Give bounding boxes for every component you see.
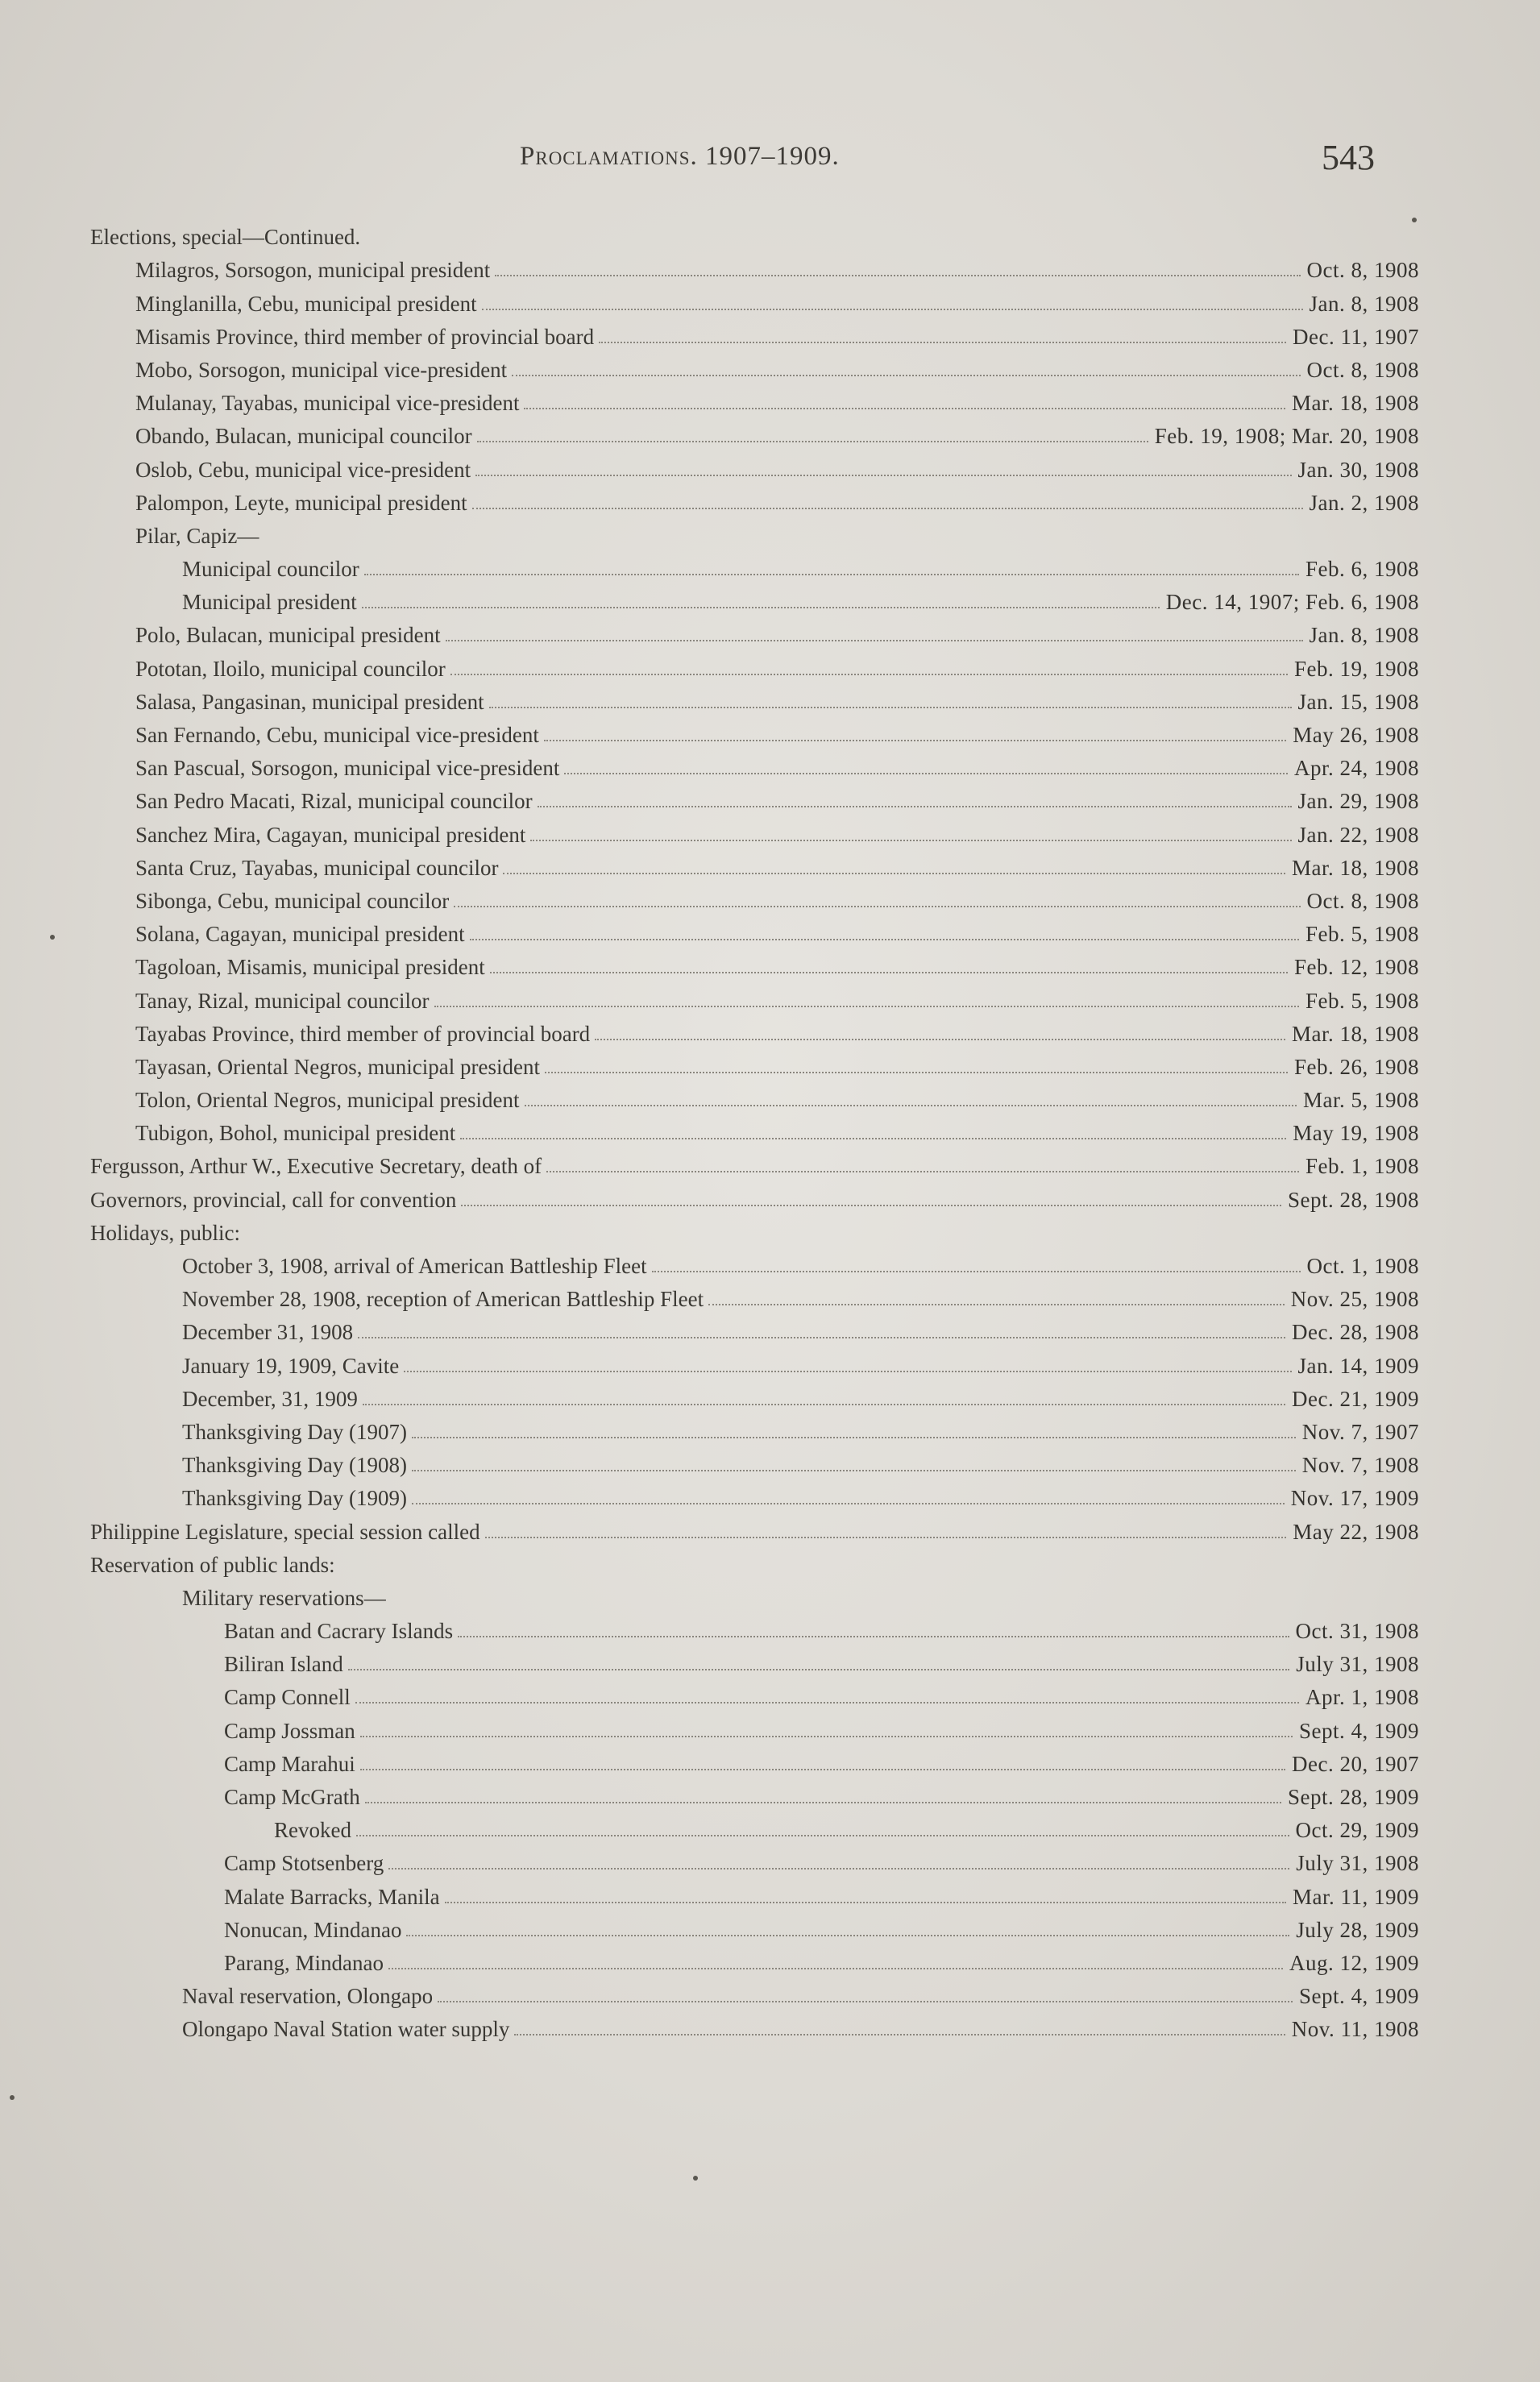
index-entry xyxy=(0,813,1540,846)
entry-label: November 28, 1908, reception of American Battleship Fleet xyxy=(182,1287,704,1312)
entry-date: Sept. 4, 1909 xyxy=(1298,1984,1419,2009)
index-entry xyxy=(0,1975,1540,2008)
leader-dots xyxy=(544,739,1286,741)
entry-label: October 3, 1908, arrival of American Battleship Fleet xyxy=(182,1254,647,1278)
entry-date: Oct. 8, 1908 xyxy=(1306,357,1419,382)
entry-label: Polo, Bulacan, municipal president xyxy=(135,623,441,648)
page-header xyxy=(0,137,1540,185)
leader-dots xyxy=(412,1469,1296,1471)
leader-dots xyxy=(360,1768,1285,1770)
index-entry xyxy=(0,614,1540,647)
entry-date: Oct. 8, 1908 xyxy=(1306,258,1419,283)
running-head: Proclamations. 1907–1909. xyxy=(520,142,840,171)
entry-date: Mar. 18, 1908 xyxy=(1292,391,1419,416)
entry-label: Oslob, Cebu, municipal vice-president xyxy=(135,457,471,482)
index-entry xyxy=(0,1709,1540,1742)
entry-date: Nov. 7, 1908 xyxy=(1301,1453,1419,1478)
scan-speck xyxy=(693,2176,698,2181)
entry-label: Governors, provincial, call for convention xyxy=(90,1187,457,1212)
entry-label: Parang, Mindanao xyxy=(224,1950,384,1975)
entry-label: Camp Marahui xyxy=(224,1751,355,1776)
entry-label: Misamis Province, third member of provincial board xyxy=(135,324,595,349)
leader-dots xyxy=(348,1668,1290,1670)
entry-label: Malate Barracks, Manila xyxy=(224,1884,440,1909)
index-subheading xyxy=(0,1577,1540,1610)
index-entry xyxy=(0,415,1540,448)
leader-dots xyxy=(360,1735,1293,1737)
index-entry xyxy=(0,1444,1540,1477)
entry-date: Nov. 17, 1909 xyxy=(1290,1486,1419,1511)
entry-label: Sanchez Mira, Cagayan, municipal president xyxy=(135,822,526,847)
entry-label: Solana, Cagayan, municipal president xyxy=(135,922,465,947)
entry-label: Municipal councilor xyxy=(182,557,359,582)
entry-date: Oct. 1, 1908 xyxy=(1306,1254,1419,1278)
leader-dots xyxy=(514,2033,1285,2035)
index-entry xyxy=(0,1743,1540,1776)
leader-dots xyxy=(489,706,1292,708)
entry-label: San Pascual, Sorsogon, municipal vice-president xyxy=(135,756,560,781)
entry-date: Dec. 28, 1908 xyxy=(1292,1320,1419,1345)
leader-dots xyxy=(362,606,1160,608)
leader-dots xyxy=(477,440,1148,442)
index-entry xyxy=(0,880,1540,913)
entry-date: Jan. 15, 1908 xyxy=(1297,689,1419,714)
index-entry xyxy=(0,714,1540,747)
index-entry xyxy=(0,2008,1540,2041)
leader-dots xyxy=(525,1104,1297,1106)
index-heading xyxy=(0,216,1540,249)
leader-dots xyxy=(434,1005,1300,1007)
index-entry xyxy=(0,316,1540,349)
entry-date: Jan. 30, 1908 xyxy=(1297,457,1419,482)
entry-date: Feb. 19, 1908; Mar. 20, 1908 xyxy=(1154,424,1419,449)
entry-date: Feb. 6, 1908 xyxy=(1305,557,1419,582)
leader-dots xyxy=(404,1370,1291,1372)
entry-label: Milagros, Sorsogon, municipal president xyxy=(135,258,491,283)
index-entry xyxy=(0,1676,1540,1709)
entry-label: Thanksgiving Day (1907) xyxy=(182,1419,407,1444)
leader-dots xyxy=(438,2000,1293,2002)
entry-label: Tubigon, Bohol, municipal president xyxy=(135,1121,456,1146)
leader-dots xyxy=(454,905,1300,907)
scan-speck xyxy=(1412,218,1417,222)
entry-date: Dec. 11, 1907 xyxy=(1293,324,1419,349)
index-entry xyxy=(0,581,1540,614)
entry-label: Pilar, Capiz— xyxy=(135,523,259,548)
index-entry xyxy=(0,1178,1540,1211)
entry-date: July 31, 1908 xyxy=(1296,1652,1419,1677)
entry-label: Camp Stotsenberg xyxy=(224,1851,384,1876)
entry-date: Oct. 31, 1908 xyxy=(1295,1619,1419,1644)
scan-speck xyxy=(50,935,55,940)
index-entry xyxy=(0,1776,1540,1809)
entry-date: Apr. 1, 1908 xyxy=(1305,1685,1419,1710)
entry-label: Municipal president xyxy=(182,590,357,615)
leader-dots xyxy=(503,872,1285,874)
entry-label: Fergusson, Arthur W., Executive Secretary, death of xyxy=(90,1154,542,1179)
leader-dots xyxy=(470,938,1299,940)
entry-date: Jan. 29, 1908 xyxy=(1297,789,1419,814)
leader-dots xyxy=(512,374,1300,376)
entry-date: Feb. 26, 1908 xyxy=(1294,1054,1419,1079)
leader-dots xyxy=(406,1934,1289,1936)
entry-label: Mobo, Sorsogon, municipal vice-president xyxy=(135,357,508,382)
index-heading xyxy=(0,1212,1540,1245)
entry-date: Jan. 2, 1908 xyxy=(1309,490,1419,515)
index-entry xyxy=(0,1079,1540,1112)
leader-dots xyxy=(652,1270,1301,1272)
entry-label: Philippine Legislature, special session called xyxy=(90,1519,480,1544)
entry-label: December 31, 1908 xyxy=(182,1320,354,1345)
index-entry xyxy=(0,1477,1540,1510)
leader-dots xyxy=(599,341,1286,343)
entry-label: Camp McGrath xyxy=(224,1785,360,1809)
leader-dots xyxy=(388,1867,1289,1869)
entry-label: Reservation of public lands: xyxy=(90,1552,335,1577)
index-entry xyxy=(0,780,1540,813)
index-entry xyxy=(0,1013,1540,1046)
index-entry xyxy=(0,1942,1540,1975)
index-entry xyxy=(0,913,1540,946)
entry-label: Military reservations— xyxy=(182,1585,386,1610)
index-entry xyxy=(0,747,1540,780)
entry-date: Dec. 21, 1909 xyxy=(1292,1386,1419,1411)
entry-date: Aug. 12, 1909 xyxy=(1289,1950,1419,1975)
entry-label: San Fernando, Cebu, municipal vice-president xyxy=(135,723,539,747)
entry-label: Elections, special—Continued. xyxy=(90,225,361,250)
entry-label: Olongapo Naval Station water supply xyxy=(182,2017,510,2042)
entry-label: Salasa, Pangasinan, municipal president xyxy=(135,689,484,714)
entry-date: Nov. 7, 1907 xyxy=(1301,1419,1419,1444)
index-entry xyxy=(0,1643,1540,1676)
entry-date: Feb. 5, 1908 xyxy=(1305,922,1419,947)
leader-dots xyxy=(564,772,1288,774)
leader-dots xyxy=(365,1801,1281,1803)
entry-label: Camp Jossman xyxy=(224,1718,355,1743)
leader-dots xyxy=(355,1701,1299,1704)
index-entry xyxy=(0,1278,1540,1311)
entry-date: Jan. 8, 1908 xyxy=(1309,623,1419,648)
index-entry xyxy=(0,979,1540,1012)
entry-label: Tayabas Province, third member of provincial board xyxy=(135,1021,591,1046)
entry-label: Thanksgiving Day (1909) xyxy=(182,1486,407,1511)
entry-date: Apr. 24, 1908 xyxy=(1294,756,1419,781)
entry-label: Nonucan, Mindanao xyxy=(224,1917,402,1942)
leader-dots xyxy=(472,507,1303,509)
index-subheading xyxy=(0,515,1540,548)
entry-label: Batan and Cacrary Islands xyxy=(224,1619,454,1644)
entry-date: May 22, 1908 xyxy=(1293,1519,1419,1544)
entry-label: January 19, 1909, Cavite xyxy=(182,1353,400,1378)
index-entry xyxy=(0,349,1540,382)
entry-label: Thanksgiving Day (1908) xyxy=(182,1453,407,1478)
entry-label: Tanay, Rizal, municipal councilor xyxy=(135,988,430,1013)
entry-date: Feb. 12, 1908 xyxy=(1294,955,1419,980)
entry-date: May 19, 1908 xyxy=(1293,1121,1419,1146)
leader-dots xyxy=(446,639,1303,641)
entry-date: Mar. 18, 1908 xyxy=(1292,1021,1419,1046)
entry-date: July 28, 1909 xyxy=(1296,1917,1419,1942)
index-entry xyxy=(0,946,1540,979)
entry-label: Palompon, Leyte, municipal president xyxy=(135,490,467,515)
leader-dots xyxy=(490,971,1288,973)
entry-date: Feb. 5, 1908 xyxy=(1305,988,1419,1013)
scan-speck xyxy=(10,2095,15,2100)
index-entry xyxy=(0,1875,1540,1908)
index-entry xyxy=(0,1046,1540,1079)
entry-date: Nov. 11, 1908 xyxy=(1291,2017,1419,2042)
entry-date: Feb. 19, 1908 xyxy=(1294,656,1419,681)
entry-date: Nov. 25, 1908 xyxy=(1290,1287,1419,1312)
leader-dots xyxy=(363,1403,1285,1405)
entry-date: Mar. 5, 1908 xyxy=(1303,1088,1419,1113)
entry-date: Dec. 14, 1907; Feb. 6, 1908 xyxy=(1165,590,1419,615)
index-entry xyxy=(0,1510,1540,1543)
entry-date: Dec. 20, 1907 xyxy=(1292,1751,1419,1776)
entry-label: Sibonga, Cebu, municipal councilor xyxy=(135,888,450,913)
index-entry xyxy=(0,647,1540,680)
leader-dots xyxy=(358,1336,1285,1338)
leader-dots xyxy=(356,1834,1289,1836)
index-entry xyxy=(0,1145,1540,1178)
leader-dots xyxy=(388,1967,1283,1969)
entry-label: Holidays, public: xyxy=(90,1220,240,1245)
index-entry xyxy=(0,548,1540,581)
entry-date: Sept. 28, 1909 xyxy=(1287,1785,1419,1809)
index-entry xyxy=(0,1610,1540,1643)
leader-dots xyxy=(460,1137,1286,1139)
entry-label: Tagoloan, Misamis, municipal president xyxy=(135,955,485,980)
leader-dots xyxy=(450,673,1288,675)
entry-label: Tolon, Oriental Negros, municipal president xyxy=(135,1088,520,1113)
leader-dots xyxy=(538,805,1292,807)
index-entry xyxy=(0,282,1540,315)
leader-dots xyxy=(482,308,1303,310)
entry-date: Jan. 14, 1909 xyxy=(1297,1353,1419,1378)
leader-dots xyxy=(595,1038,1285,1040)
entry-date: Sept. 28, 1908 xyxy=(1287,1187,1419,1212)
index-entry xyxy=(0,1344,1540,1377)
leader-dots xyxy=(546,1170,1299,1172)
index-entry xyxy=(0,1311,1540,1344)
index-entry xyxy=(0,1809,1540,1842)
leader-dots xyxy=(461,1204,1281,1206)
entry-date: May 26, 1908 xyxy=(1293,723,1419,747)
index-entry xyxy=(0,249,1540,282)
entry-date: Oct. 8, 1908 xyxy=(1306,888,1419,913)
entry-label: Mulanay, Tayabas, municipal vice-president xyxy=(135,391,520,416)
leader-dots xyxy=(530,839,1291,841)
index-entry xyxy=(0,1245,1540,1278)
entry-date: Feb. 1, 1908 xyxy=(1305,1154,1419,1179)
leader-dots xyxy=(458,1635,1289,1637)
entry-label: Camp Connell xyxy=(224,1685,351,1710)
index-entry xyxy=(0,1842,1540,1875)
entry-date: Jan. 22, 1908 xyxy=(1297,822,1419,847)
entry-date: July 31, 1908 xyxy=(1296,1851,1419,1876)
entry-label: Obando, Bulacan, municipal councilor xyxy=(135,424,472,449)
leader-dots xyxy=(412,1502,1285,1504)
page-number: 543 xyxy=(1322,138,1375,177)
leader-dots xyxy=(475,474,1291,476)
entry-label: December, 31, 1909 xyxy=(182,1386,358,1411)
leader-dots xyxy=(545,1071,1288,1073)
index-list xyxy=(0,216,1540,2041)
leader-dots xyxy=(412,1436,1296,1438)
entry-label: Tayasan, Oriental Negros, municipal president xyxy=(135,1054,540,1079)
leader-dots xyxy=(364,573,1299,575)
leader-dots xyxy=(485,1536,1287,1538)
index-entry xyxy=(0,482,1540,515)
entry-label: Revoked xyxy=(274,1818,351,1843)
entry-label: Naval reservation, Olongapo xyxy=(182,1984,434,2009)
index-entry xyxy=(0,1909,1540,1942)
entry-date: Oct. 29, 1909 xyxy=(1295,1818,1419,1843)
index-entry xyxy=(0,448,1540,481)
leader-dots xyxy=(708,1303,1285,1305)
entry-label: Pototan, Iloilo, municipal councilor xyxy=(135,656,446,681)
leader-dots xyxy=(524,407,1285,409)
index-entry xyxy=(0,382,1540,415)
entry-label: Biliran Island xyxy=(224,1652,343,1677)
index-entry xyxy=(0,1411,1540,1444)
index-entry xyxy=(0,847,1540,880)
entry-date: Sept. 4, 1909 xyxy=(1298,1718,1419,1743)
leader-dots xyxy=(495,274,1300,276)
index-heading xyxy=(0,1544,1540,1577)
leader-dots xyxy=(445,1901,1286,1903)
entry-label: San Pedro Macati, Rizal, municipal councilor xyxy=(135,789,533,814)
entry-label: Minglanilla, Cebu, municipal president xyxy=(135,291,477,316)
index-entry xyxy=(0,1378,1540,1411)
index-entry xyxy=(0,681,1540,714)
entry-date: Jan. 8, 1908 xyxy=(1309,291,1419,316)
entry-label: Santa Cruz, Tayabas, municipal councilor xyxy=(135,855,499,880)
index-entry xyxy=(0,1112,1540,1145)
entry-date: Mar. 11, 1909 xyxy=(1293,1884,1419,1909)
entry-date: Mar. 18, 1908 xyxy=(1292,855,1419,880)
